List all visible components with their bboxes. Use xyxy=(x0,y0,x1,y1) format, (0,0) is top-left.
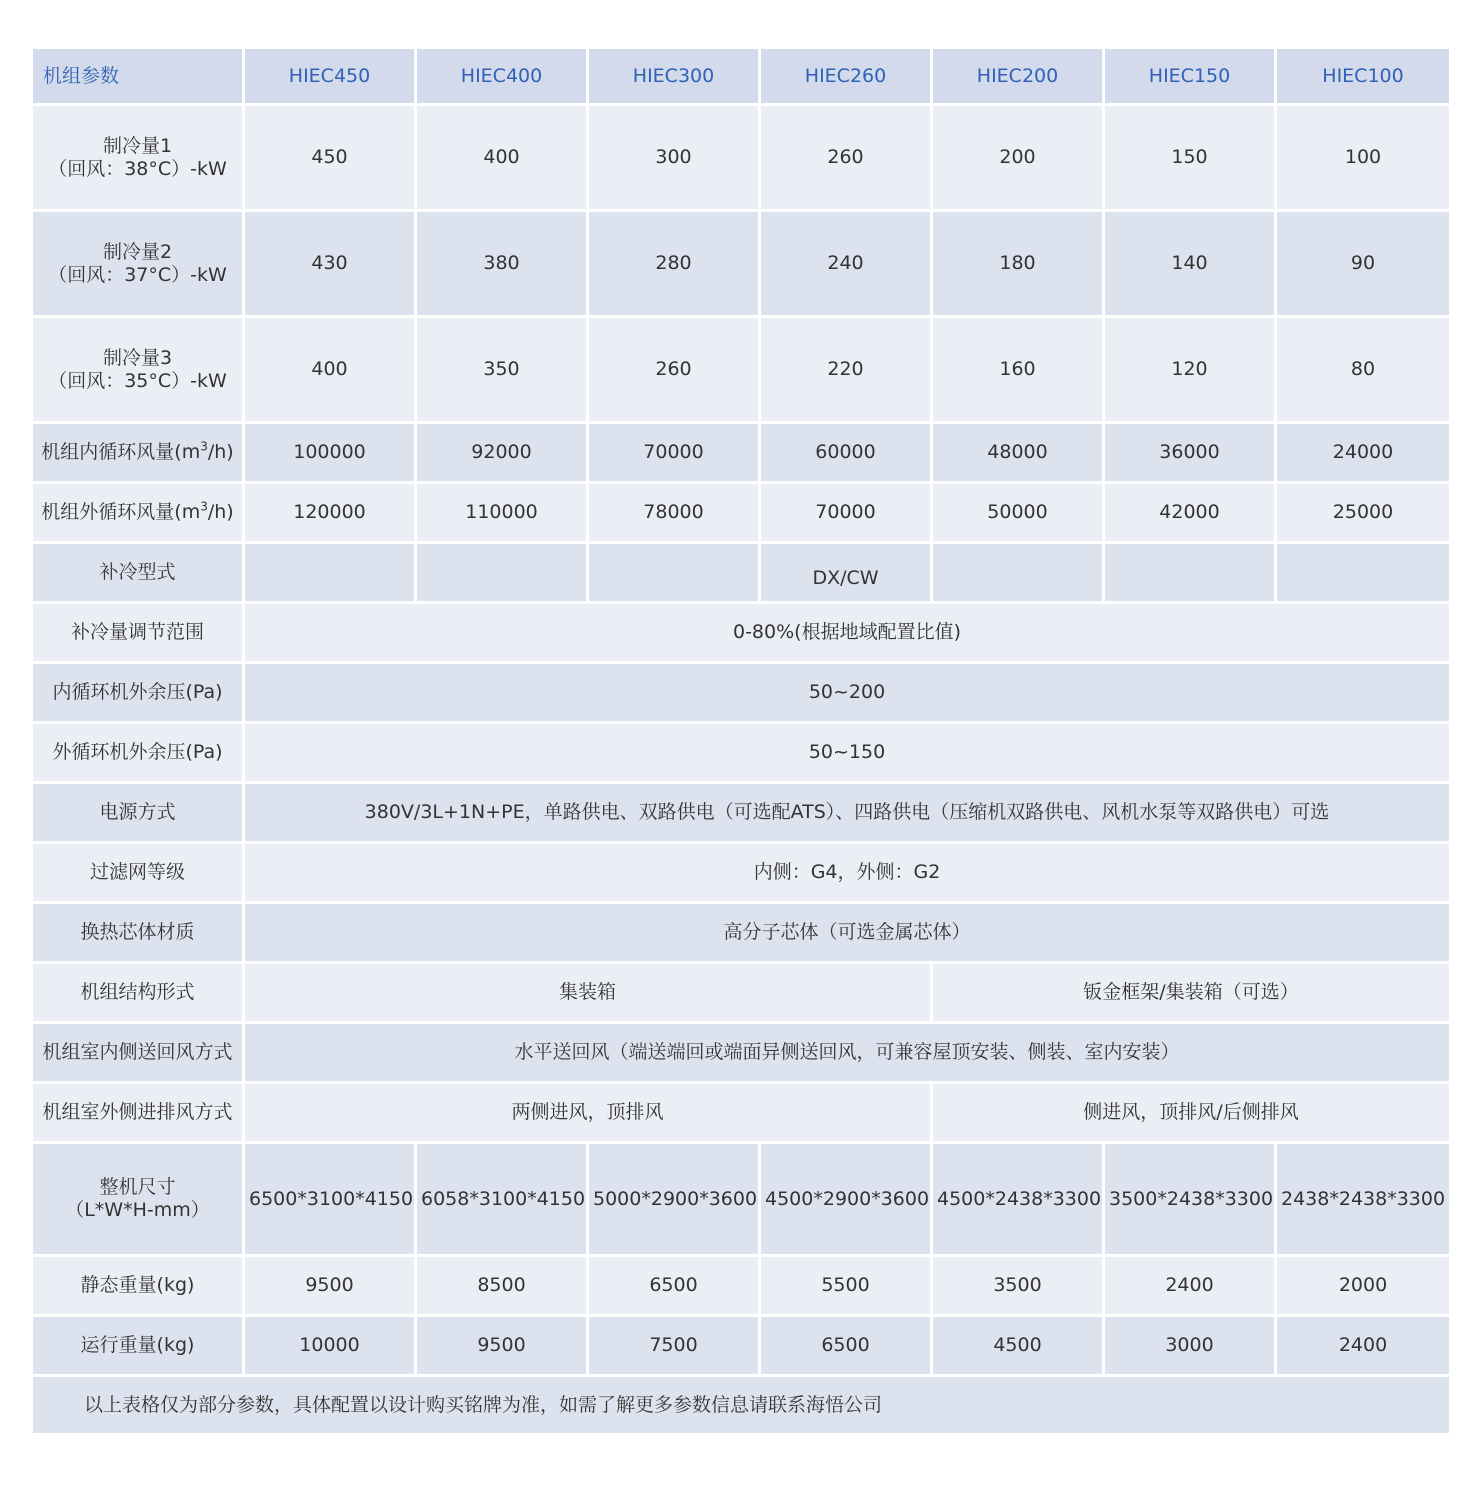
table-cell: 100000 xyxy=(245,424,417,484)
row-label-superscript: 3 xyxy=(200,439,208,454)
row-label-indoor-airflow-mode: 机组室内侧送回风方式 xyxy=(33,1024,245,1084)
table-cell: 430 xyxy=(245,212,417,318)
table-cell: 25000 xyxy=(1277,484,1449,544)
table-cell: 24000 xyxy=(1277,424,1449,484)
table-cell: 6500*3100*4150 xyxy=(245,1144,417,1257)
table-cell: 60000 xyxy=(761,424,933,484)
table-cell: 6500 xyxy=(761,1317,933,1377)
table-cell: 7500 xyxy=(589,1317,761,1377)
table-cell: 120 xyxy=(1105,318,1277,424)
row-label-outer-fan-pressure: 外循环机外余压(Pa) xyxy=(33,724,245,784)
row-label-superscript: 3 xyxy=(200,499,208,514)
table-cell: 90 xyxy=(1277,212,1449,318)
spec-table-container xyxy=(33,49,1449,1433)
table-cell: 5000*2900*3600 xyxy=(589,1144,761,1257)
table-row-cooling1 xyxy=(33,106,1449,212)
table-row-structure xyxy=(33,964,1449,1024)
table-cell: 4500*2438*3300 xyxy=(933,1144,1105,1257)
table-cell-merged: 侧进风，顶排风/后侧排风 xyxy=(933,1084,1449,1144)
table-row-indoor-airflow-mode xyxy=(33,1024,1449,1084)
table-cell: 78000 xyxy=(589,484,761,544)
row-label-running-weight: 运行重量(kg) xyxy=(33,1317,245,1377)
supp-cooling-type-value: DX/CW xyxy=(812,567,879,589)
row-label-outer-airflow xyxy=(33,484,245,544)
row-label-outdoor-airflow-mode: 机组室外侧进排风方式 xyxy=(33,1084,245,1144)
row-label-line: （L*W*H-mm） xyxy=(65,1199,210,1221)
table-cell-merged: 50~200 xyxy=(245,664,1449,724)
table-cell: 36000 xyxy=(1105,424,1277,484)
table-cell: 120000 xyxy=(245,484,417,544)
table-cell: 2400 xyxy=(1277,1317,1449,1377)
table-cell-merged: 内侧：G4，外侧：G2 xyxy=(245,844,1449,904)
table-cell-merged: 380V/3L+1N+PE，单路供电、双路供电（可选配ATS）、四路供电（压缩机双路供电、风机水泵等双路供电）可选 xyxy=(245,784,1449,844)
table-cell: 2438*2438*3300 xyxy=(1277,1144,1449,1257)
table-row-power-supply xyxy=(33,784,1449,844)
header-model: HIEC150 xyxy=(1105,49,1277,106)
row-label-cooling3 xyxy=(33,318,245,424)
table-row-cooling3 xyxy=(33,318,1449,424)
header-model: HIEC260 xyxy=(761,49,933,106)
header-model: HIEC450 xyxy=(245,49,417,106)
table-cell: 220 xyxy=(761,318,933,424)
table-cell xyxy=(933,544,1105,604)
table-cell: 300 xyxy=(589,106,761,212)
row-label-line: 制冷量3 xyxy=(102,346,173,369)
row-label-line: 整机尺寸 xyxy=(99,1176,176,1198)
table-cell: 10000 xyxy=(245,1317,417,1377)
table-cell: 260 xyxy=(761,106,933,212)
table-cell: 140 xyxy=(1105,212,1277,318)
table-row-outer-fan-pressure xyxy=(33,724,1449,784)
row-label-dimensions xyxy=(33,1144,245,1257)
row-label-line: 制冷量1 xyxy=(102,134,173,157)
table-cell: 4500 xyxy=(933,1317,1105,1377)
table-row-dimensions xyxy=(33,1144,1449,1257)
table-cell: 42000 xyxy=(1105,484,1277,544)
table-cell: 6500 xyxy=(589,1257,761,1317)
table-cell: 70000 xyxy=(761,484,933,544)
row-label-supp-cooling-range: 补冷量调节范围 xyxy=(33,604,245,664)
table-cell xyxy=(417,544,589,604)
table-cell: 2400 xyxy=(1105,1257,1277,1317)
row-label-text: /h) xyxy=(207,501,234,523)
table-cell xyxy=(589,544,761,604)
table-cell: 80 xyxy=(1277,318,1449,424)
row-label-structure: 机组结构形式 xyxy=(33,964,245,1024)
table-row-inner-airflow xyxy=(33,424,1449,484)
table-cell xyxy=(1277,544,1449,604)
header-model: HIEC400 xyxy=(417,49,589,106)
table-cell: 400 xyxy=(245,318,417,424)
table-cell: 3000 xyxy=(1105,1317,1277,1377)
table-cell: 50000 xyxy=(933,484,1105,544)
row-label-cooling2 xyxy=(33,212,245,318)
table-cell-merged: 两侧进风，顶排风 xyxy=(245,1084,933,1144)
table-row-core-material xyxy=(33,904,1449,964)
row-label-filter-grade: 过滤网等级 xyxy=(33,844,245,904)
spec-table xyxy=(33,49,1449,1433)
row-label-inner-airflow xyxy=(33,424,245,484)
table-cell: 100 xyxy=(1277,106,1449,212)
header-model: HIEC100 xyxy=(1277,49,1449,106)
header-model: HIEC300 xyxy=(589,49,761,106)
footnote-text: 以上表格仅为部分参数，具体配置以设计购买铭牌为准，如需了解更多参数信息请联系海悟公司 xyxy=(33,1377,1449,1433)
table-cell: 150 xyxy=(1105,106,1277,212)
table-cell: 92000 xyxy=(417,424,589,484)
table-cell-merged: 钣金框架/集装箱（可选） xyxy=(933,964,1449,1024)
row-label-line: （回风：37°C）-kW xyxy=(48,263,227,286)
row-label-line: （回风：38°C）-kW xyxy=(48,157,227,180)
table-row-supp-cooling-range xyxy=(33,604,1449,664)
header-model: HIEC200 xyxy=(933,49,1105,106)
header-param-label: 机组参数 xyxy=(33,49,245,106)
table-cell: 70000 xyxy=(589,424,761,484)
table-cell xyxy=(245,544,417,604)
table-row-supp-cooling-type xyxy=(33,544,1449,604)
row-label-supp-cooling-type: 补冷型式 xyxy=(33,544,245,604)
table-cell: 160 xyxy=(933,318,1105,424)
table-cell: 9500 xyxy=(245,1257,417,1317)
table-cell: 240 xyxy=(761,212,933,318)
table-row-cooling2 xyxy=(33,212,1449,318)
table-cell xyxy=(1105,544,1277,604)
row-label-text: 机组外循环风量(m xyxy=(41,501,201,523)
table-cell: 260 xyxy=(589,318,761,424)
row-label-cooling1 xyxy=(33,106,245,212)
row-label-inner-fan-pressure: 内循环机外余压(Pa) xyxy=(33,664,245,724)
table-row-static-weight xyxy=(33,1257,1449,1317)
table-row-inner-fan-pressure xyxy=(33,664,1449,724)
table-cell: 8500 xyxy=(417,1257,589,1317)
row-label-text: /h) xyxy=(207,441,234,463)
table-cell-merged: 50~150 xyxy=(245,724,1449,784)
row-label-line: 制冷量2 xyxy=(102,240,173,263)
table-cell: 200 xyxy=(933,106,1105,212)
table-row-running-weight xyxy=(33,1317,1449,1377)
row-label-static-weight: 静态重量(kg) xyxy=(33,1257,245,1317)
table-header-row xyxy=(33,49,1449,106)
table-cell: 180 xyxy=(933,212,1105,318)
table-cell: 350 xyxy=(417,318,589,424)
table-cell-merged: 水平送回风（端送端回或端面异侧送回风，可兼容屋顶安装、侧装、室内安装） xyxy=(245,1024,1449,1084)
row-label-text: 机组内循环风量(m xyxy=(41,441,201,463)
table-cell-merged: 高分子芯体（可选金属芯体） xyxy=(245,904,1449,964)
table-cell: 48000 xyxy=(933,424,1105,484)
table-cell xyxy=(761,544,933,604)
table-cell: 5500 xyxy=(761,1257,933,1317)
table-cell: 9500 xyxy=(417,1317,589,1377)
table-cell: 3500 xyxy=(933,1257,1105,1317)
table-cell: 4500*2900*3600 xyxy=(761,1144,933,1257)
table-row-filter-grade xyxy=(33,844,1449,904)
table-row-outer-airflow xyxy=(33,484,1449,544)
row-label-core-material: 换热芯体材质 xyxy=(33,904,245,964)
table-cell: 6058*3100*4150 xyxy=(417,1144,589,1257)
table-cell: 3500*2438*3300 xyxy=(1105,1144,1277,1257)
table-cell: 280 xyxy=(589,212,761,318)
table-row-outdoor-airflow-mode xyxy=(33,1084,1449,1144)
table-cell: 110000 xyxy=(417,484,589,544)
row-label-line: （回风：35°C）-kW xyxy=(48,369,227,392)
table-cell: 2000 xyxy=(1277,1257,1449,1317)
table-cell: 380 xyxy=(417,212,589,318)
table-cell-merged: 0-80%(根据地域配置比值) xyxy=(245,604,1449,664)
table-footnote-row xyxy=(33,1377,1449,1433)
table-cell: 450 xyxy=(245,106,417,212)
table-cell-merged: 集装箱 xyxy=(245,964,933,1024)
row-label-power-supply: 电源方式 xyxy=(33,784,245,844)
table-cell: 400 xyxy=(417,106,589,212)
